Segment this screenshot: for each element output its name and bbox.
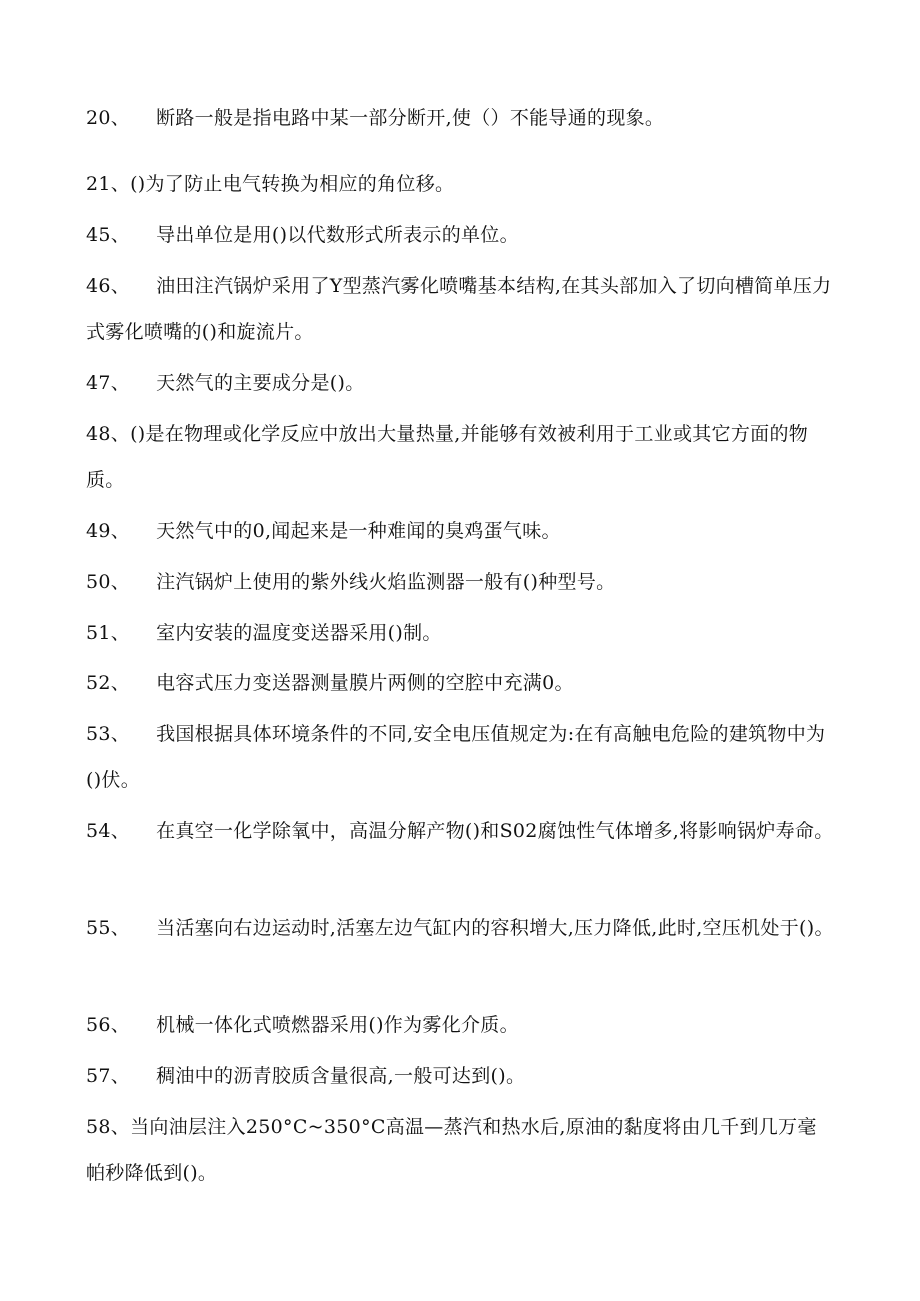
question-50 xyxy=(86,559,834,605)
question-number: 50、 xyxy=(86,571,131,593)
question-text: 稠油中的沥青胶质含量很高,一般可达到()。 xyxy=(156,1065,526,1087)
question-text: 导出单位是用()以代数形式所表示的单位。 xyxy=(156,224,519,246)
question-text: ()为了防止电气转换为相应的角位移。 xyxy=(130,173,455,195)
question-text: 室内安装的温度变送器采用()制。 xyxy=(156,622,442,644)
question-number: 45、 xyxy=(86,224,131,246)
question-text: 天然气中的0,闻起来是一种难闻的臭鸡蛋气味。 xyxy=(156,520,561,542)
question-number: 54、 xyxy=(86,820,131,842)
question-54 xyxy=(86,808,834,854)
question-number: 52、 xyxy=(86,672,131,694)
question-text: 我国根据具体环境条件的不同,安全电压值规定为:在有高触电危险的建筑物中为()伏。 xyxy=(86,723,826,791)
question-number: 20、 xyxy=(86,107,131,129)
question-number: 46、 xyxy=(86,275,131,297)
question-47 xyxy=(86,360,834,406)
question-53 xyxy=(86,711,834,803)
question-number: 49、 xyxy=(86,520,131,542)
question-text: 当向油层注入250°C~350°C高温—蒸汽和热水后,原油的黏度将由几千到几万毫帕秒降低到()。 xyxy=(86,1116,817,1184)
question-text: 电容式压力变送器测量膜片两侧的空腔中充满0。 xyxy=(156,672,574,694)
question-text: 断路一般是指电路中某一部分断开,使（）不能导通的现象。 xyxy=(156,107,665,129)
question-number: 57、 xyxy=(86,1065,131,1087)
question-56 xyxy=(86,1002,834,1048)
question-52 xyxy=(86,660,834,706)
question-text: 天然气的主要成分是()。 xyxy=(156,372,365,394)
question-51 xyxy=(86,610,834,656)
question-48 xyxy=(86,411,834,503)
question-text: 在真空一化学除氧中，高温分解产物()和S02腐蚀性气体增多,将影响锅炉寿命。 xyxy=(156,820,834,842)
question-number: 21、 xyxy=(86,173,131,195)
question-number: 51、 xyxy=(86,622,131,644)
question-number: 53、 xyxy=(86,723,131,745)
question-20 xyxy=(86,95,834,141)
question-58 xyxy=(86,1104,834,1196)
question-45 xyxy=(86,212,834,258)
question-55 xyxy=(86,905,834,951)
question-text: 当活塞向右边运动时,活塞左边气缸内的容积增大,压力降低,此时,空压机处于()。 xyxy=(156,917,834,939)
question-49 xyxy=(86,508,834,554)
question-number: 48、 xyxy=(86,423,131,445)
question-text: 油田注汽锅炉采用了Y型蒸汽雾化喷嘴基本结构,在其头部加入了切向槽简单压力式雾化喷嘴的()和旋流片。 xyxy=(86,275,832,343)
question-21 xyxy=(86,161,834,207)
question-number: 56、 xyxy=(86,1014,131,1036)
question-57 xyxy=(86,1053,834,1099)
question-text: ()是在物理或化学反应中放出大量热量,并能够有效被利用于工业或其它方面的物质。 xyxy=(86,423,809,491)
question-text: 注汽锅炉上使用的紫外线火焰监测器一般有()种型号。 xyxy=(156,571,616,593)
question-number: 55、 xyxy=(86,917,131,939)
question-text: 机械一体化式喷燃器采用()作为雾化介质。 xyxy=(156,1014,519,1036)
question-46 xyxy=(86,263,834,355)
question-number: 47、 xyxy=(86,372,131,394)
question-number: 58、 xyxy=(86,1116,131,1138)
